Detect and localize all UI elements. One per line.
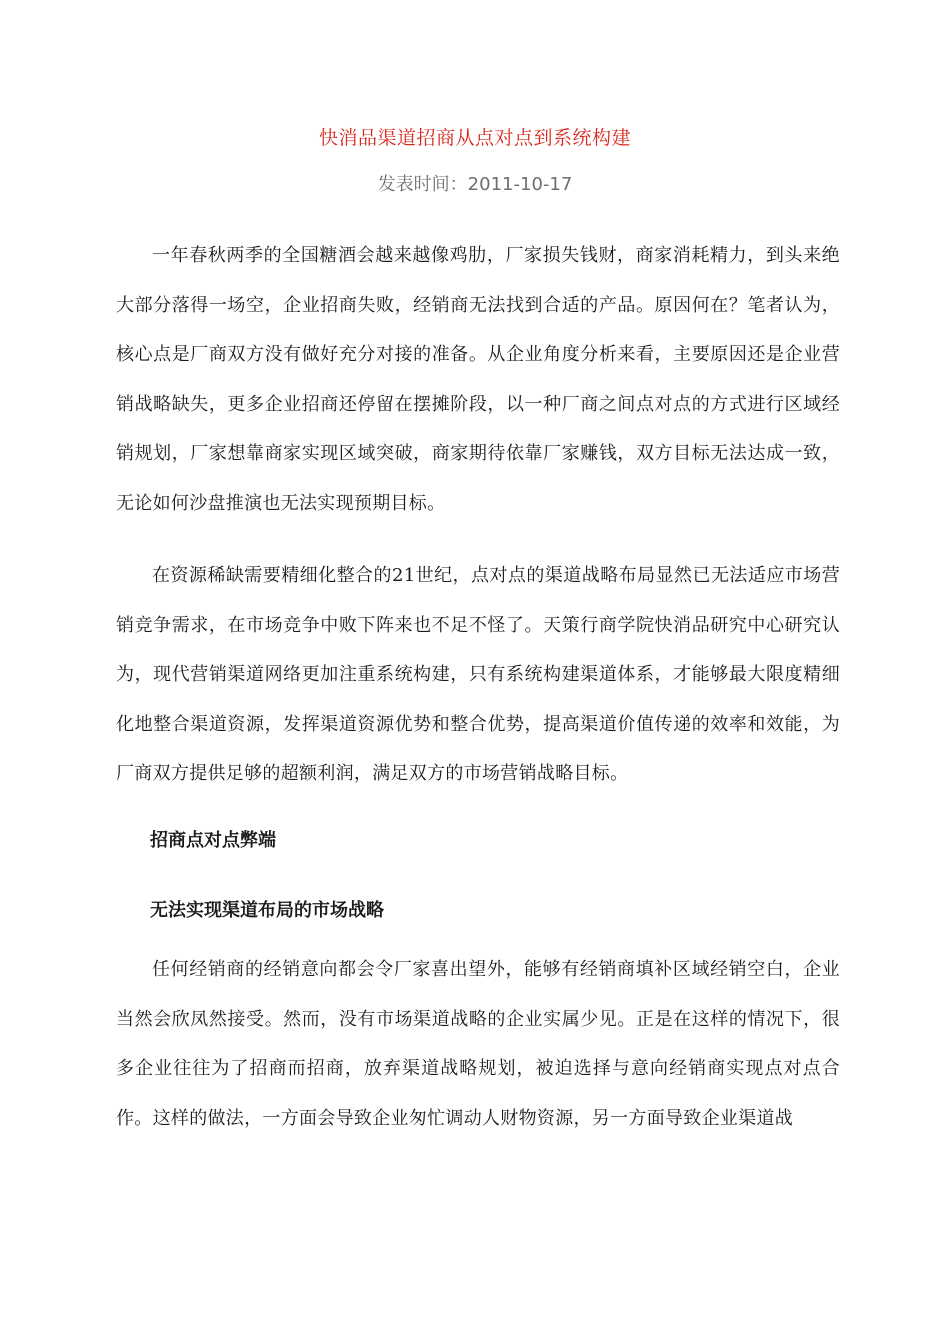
paragraph-1: 一年春秋两季的全国糖酒会越来越像鸡肋，厂家损失钱财，商家消耗精力，到头来绝大部分落得一场空，企业招商失败，经销商无法找到合适的产品。原因何在？笔者认为，核心点是厂商双方没有做好充分对接的准备。从企业角度分析来看，主要原因还是企业营销战略缺失，更多企业招商还停留在摆摊阶段，以一种厂商之间点对点的方式进行区域经销规划，厂家想靠商家实现区域突破，商家期待依靠厂家赚钱，双方目标无法达成一致，无论如何沙盘推演也无法实现预期目标。 bbox=[116, 245, 840, 514]
paragraph-2: 在资源稀缺需要精细化整合的21世纪，点对点的渠道战略布局显然已无法适应市场营销竞争需求，在市场竞争中败下阵来也不足不怪了。天策行商学院快消品研究中心研究认为，现代营销渠道网络更加注重系统构建，只有系统构建渠道体系，才能够最大限度精细化地整合渠道资源，发挥渠道资源优势和整合优势，提高渠道价值传递的效率和效能，为厂商双方提供足够的超额利润，满足双方的市场营销战略目标。 bbox=[116, 565, 840, 784]
paragraph-3: 任何经销商的经销意向都会令厂家喜出望外，能够有经销商填补区域经销空白，企业当然会欣凤然接受。然而，没有市场渠道战略的企业实属少见。正是在这样的情况下，很多企业往往为了招商而招商，放弃渠道战略规划，被迫选择与意向经销商实现点对点合作。这样的做法，一方面会导致企业匆忙调动人财物资源，另一方面导致企业渠道战 bbox=[116, 959, 840, 1129]
article-title: 快消品渠道招商从点对点到系统构建 bbox=[318, 127, 631, 149]
publish-date: 发表时间：2011-10-17 bbox=[377, 174, 573, 195]
section-heading: 招商点对点弊端 bbox=[150, 830, 276, 851]
subsection-heading: 无法实现渠道布局的市场战略 bbox=[150, 900, 384, 921]
